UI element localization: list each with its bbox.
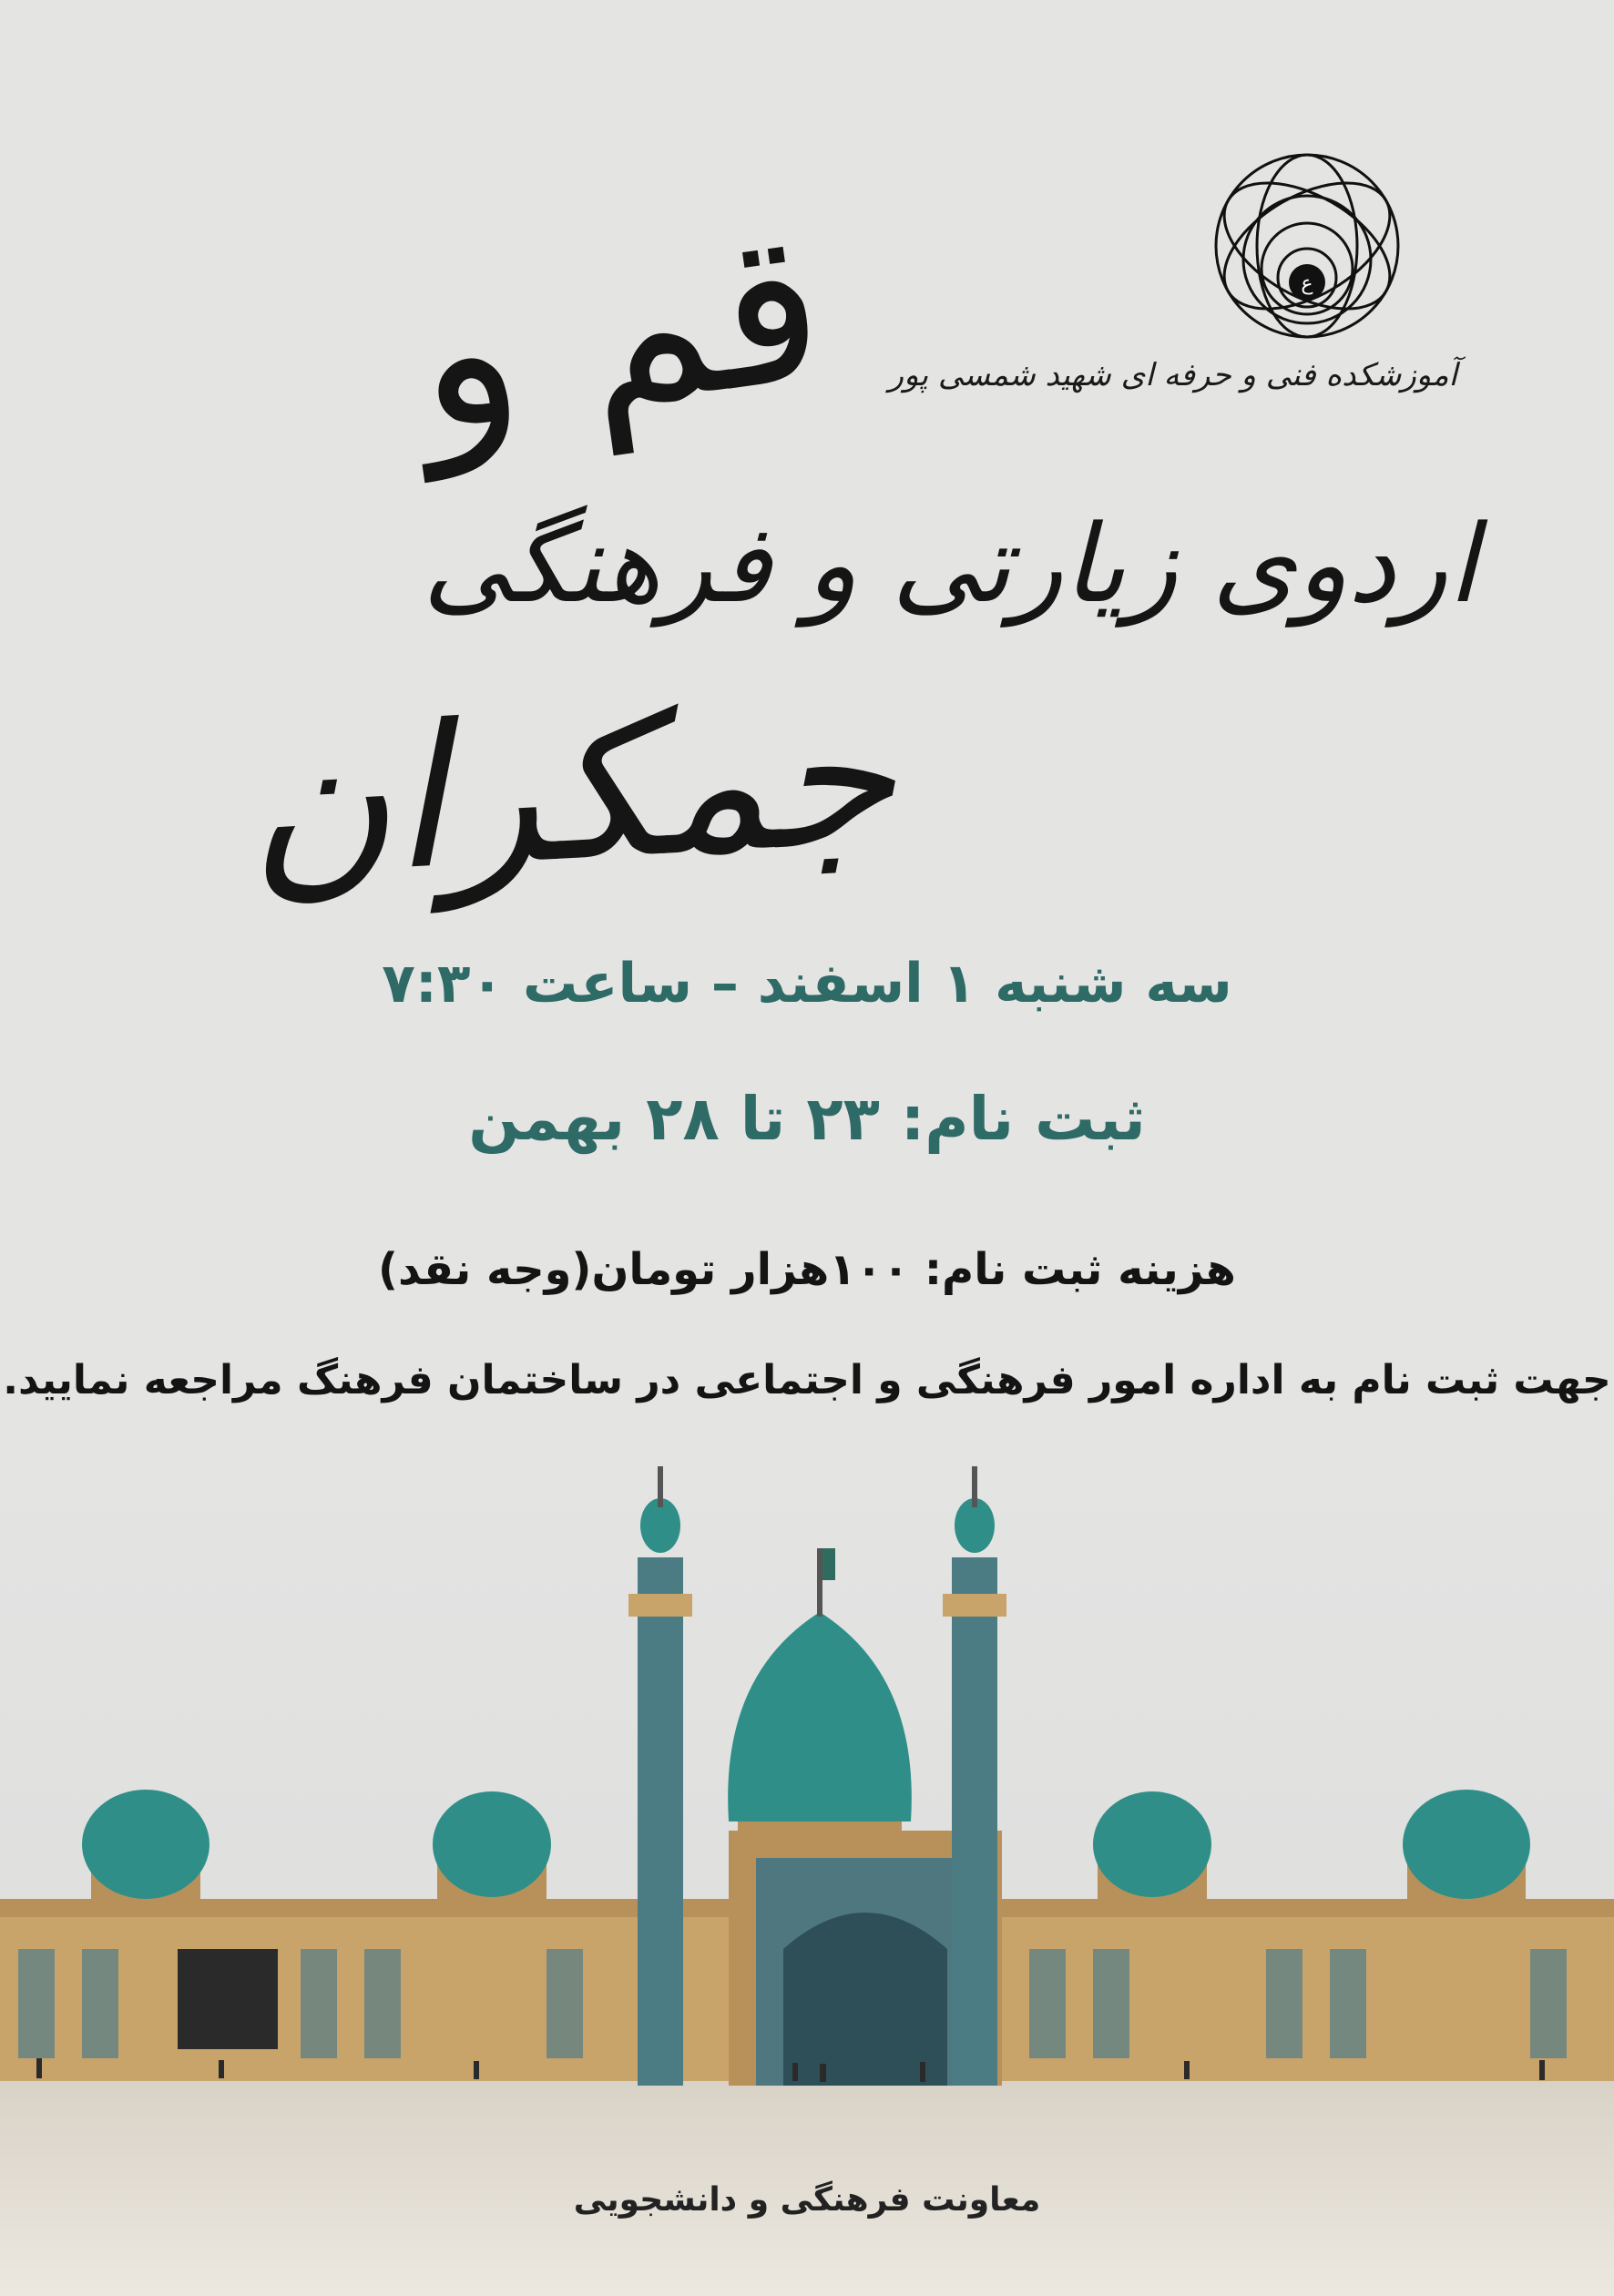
college-logo (1198, 137, 1416, 355)
footer-office: معاونت فرهنگی و دانشجویی (573, 2181, 1041, 2219)
registration-fee: هزینه ثبت نام: ۱۰۰هزار تومان(وجه نقد) (378, 1244, 1236, 1295)
registration-instruction: جهت ثبت نام به اداره امور فرهنگی و اجتماعی در ساختمان فرهنگ مراجعه نمایید. (3, 1357, 1611, 1403)
title-qom: قم و (399, 183, 837, 481)
title-subtitle: اردوی زیارتی و فرهنگی (423, 501, 1477, 627)
svg-text:ع: ع (1301, 272, 1313, 295)
title-jamkaran: جمکران (240, 658, 901, 922)
college-name: آموزشکده فنی و حرفه ای شهید شمسی پور (888, 357, 1457, 393)
jamkaran-mosque-image (0, 1439, 1614, 2296)
event-date-time: سه شنبه ۱ اسفند – ساعت ۷:۳۰ (382, 952, 1232, 1015)
registration-period: ثبت نام: ۲۳ تا ۲۸ بهمن (468, 1084, 1146, 1154)
